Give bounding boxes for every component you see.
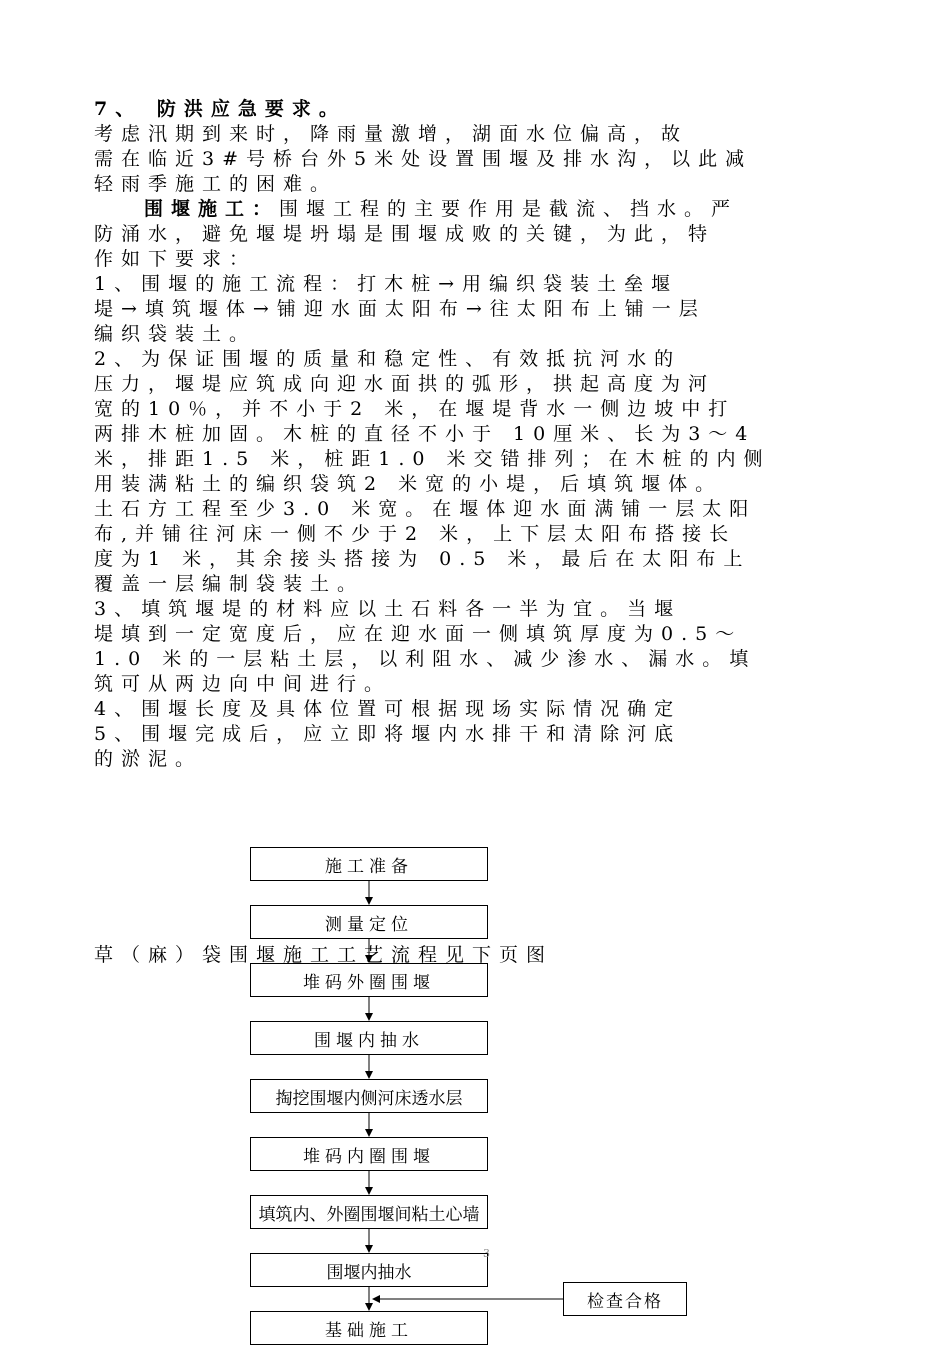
flow-step-foundation: 基础施工 xyxy=(250,1311,488,1345)
weir-line-3: 作如下要求： xyxy=(94,248,257,270)
weir-line-15: 度为1 米，其余接头搭接为 0.5 米，最后在太阳布上 xyxy=(94,548,751,570)
flow-step-pump-water-2: 围堰内抽水 xyxy=(250,1253,488,1287)
weir-line-13: 土石方工程至少3.0 米宽。在堰体迎水面满铺一层太阳 xyxy=(94,498,757,520)
weir-line-12: 用装满粘土的编织袋筑2 米宽的小堤，后填筑堰体。 xyxy=(94,473,723,495)
intro-line-1: 考虑汛期到来时，降雨量激增，湖面水位偏高，故 xyxy=(94,123,689,145)
weir-line-21: 4、围堰长度及具体位置可根据现场实际情况确定 xyxy=(94,698,682,720)
weir-line-16: 覆盖一层编制袋装土。 xyxy=(94,573,365,595)
flow-side-inspection: 检查合格 xyxy=(563,1282,687,1316)
weir-heading: 围堰施工： xyxy=(144,198,280,220)
flow-step-pump-water: 围堰内抽水 xyxy=(250,1021,488,1055)
weir-line-23: 的淤泥。 xyxy=(94,748,203,770)
flowchart-caption: 草（麻）袋围堰施工工艺流程见下页图 xyxy=(94,944,554,966)
weir-line-14: 布,并铺往河床一侧不少于2 米，上下层太阳布搭接长 xyxy=(94,523,737,545)
weir-line-20: 筑可从两边向中间进行。 xyxy=(94,673,392,695)
weir-line-11: 米，排距1.5 米，桩距1.0 米交错排列；在木桩的内侧 xyxy=(94,448,771,470)
weir-line-8: 压力，堰堤应筑成向迎水面拱的弧形，拱起高度为河 xyxy=(94,373,716,395)
weir-line-5: 堤→填筑堰体→铺迎水面太阳布→往太阳布上铺一层 xyxy=(94,298,706,320)
weir-line-1: 围堰工程的主要作用是截流、挡水。严 xyxy=(279,198,739,220)
weir-line-7: 2、为保证围堰的质量和稳定性、有效抵抗河水的 xyxy=(94,348,682,370)
weir-line-2: 防涌水，避免堰堤坍塌是围堰成败的关键，为此，特 xyxy=(94,223,716,245)
intro-line-3: 轻雨季施工的困难。 xyxy=(94,173,338,195)
flow-step-excavate: 掏挖围堰内侧河床透水层 xyxy=(250,1079,488,1113)
weir-line-4: 1、围堰的施工流程：打木桩→用编织袋装土垒堰 xyxy=(94,273,679,295)
weir-line-18: 堤填到一定宽度后，应在迎水面一侧填筑厚度为0.5～ xyxy=(94,623,743,645)
flow-step-prepare: 施工准备 xyxy=(250,847,488,881)
flow-step-survey: 测量定位 xyxy=(250,905,488,939)
weir-line-19: 1.0 米的一层粘土层，以利阻水、减少渗水、漏水。填 xyxy=(94,648,757,670)
flow-step-clay-core: 填筑内、外圈围堰间粘土心墙 xyxy=(250,1195,488,1229)
weir-line-9: 宽的10％，并不小于2 米，在堰堤背水一侧边坡中打 xyxy=(94,398,736,420)
flow-step-inner-weir: 堆码内圈围堰 xyxy=(250,1137,488,1171)
weir-line-22: 5、围堰完成后，应立即将堰内水排干和清除河底 xyxy=(94,723,682,745)
section-title: 7、 防洪应急要求。 xyxy=(94,98,346,120)
page-number: 3 xyxy=(483,1247,490,1260)
intro-line-2: 需在临近3#号桥台外5米处设置围堰及排水沟，以此减 xyxy=(94,148,753,170)
weir-line-10: 两排木桩加固。木桩的直径不小于 10厘米、长为3～4 xyxy=(94,423,756,445)
weir-line-17: 3、填筑堰堤的材料应以土石料各一半为宜。当堰 xyxy=(94,598,682,620)
flow-step-outer-weir: 堆码外圈围堰 xyxy=(250,963,488,997)
weir-line-6: 编织袋装土。 xyxy=(94,323,257,345)
